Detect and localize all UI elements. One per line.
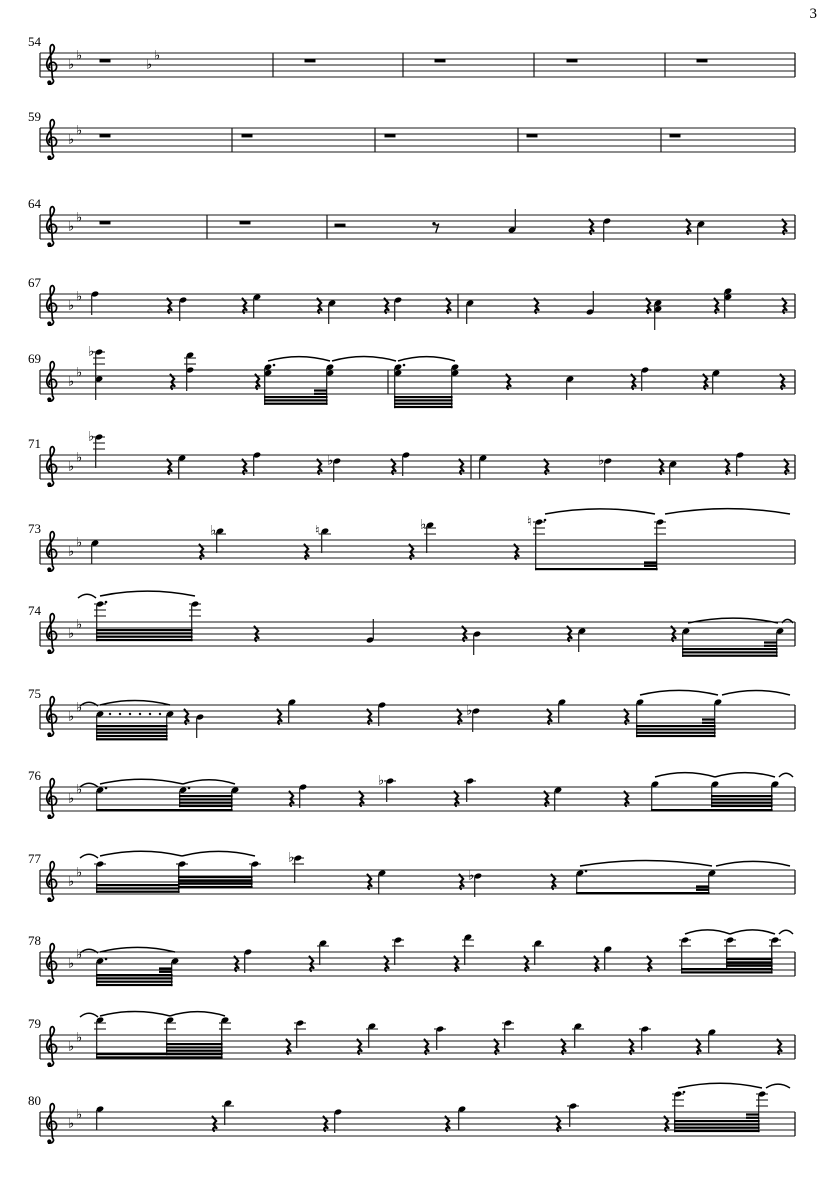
tremolo-beam xyxy=(96,632,193,634)
flat-accidental: ♭ xyxy=(210,523,217,539)
tremolo-beam xyxy=(166,1050,223,1052)
tremolo-beam xyxy=(636,725,716,727)
tremolo-beam xyxy=(264,396,328,398)
augmentation-dot xyxy=(105,601,108,604)
tremolo-beam xyxy=(726,961,773,963)
treble-clef xyxy=(47,567,51,571)
measure-number: 79 xyxy=(28,1016,41,1031)
whole-rest xyxy=(100,221,111,224)
system-m74 xyxy=(28,591,795,657)
system-m59 xyxy=(28,109,795,160)
treble-clef xyxy=(47,1139,51,1143)
augmentation-dot xyxy=(105,958,108,961)
tie xyxy=(182,851,255,856)
tremolo-beam xyxy=(711,795,773,797)
tie xyxy=(170,1012,225,1016)
tremolo-beam xyxy=(711,798,773,800)
tremolo-beam xyxy=(96,639,193,641)
tremolo-beam xyxy=(96,974,173,976)
augmentation-dot xyxy=(683,1091,686,1094)
tremolo-beam xyxy=(96,884,180,886)
tremolo-beam-partial xyxy=(764,645,777,647)
key-signature-flat: ♭ xyxy=(68,956,75,972)
flat-accidental: ♭ xyxy=(288,850,295,866)
tremolo-beam xyxy=(96,1056,223,1058)
tie xyxy=(100,700,170,705)
key-signature-flat: ♭ xyxy=(68,544,75,560)
treble-clef xyxy=(47,362,57,402)
measure-number: 59 xyxy=(28,109,41,124)
treble-clef xyxy=(47,482,51,486)
treble-clef xyxy=(47,897,51,901)
tremolo-beam-partial xyxy=(764,641,777,643)
tremolo-beam xyxy=(178,886,253,888)
tie xyxy=(268,357,330,361)
treble-clef xyxy=(47,697,57,737)
tremolo-dots xyxy=(149,713,151,715)
key-signature-flat: ♭ xyxy=(76,1107,83,1123)
treble-clef xyxy=(47,979,51,983)
measure-number: 80 xyxy=(28,1093,41,1108)
tie xyxy=(716,861,790,866)
tremolo-beam xyxy=(96,636,193,638)
measure-number: 71 xyxy=(28,436,41,451)
augmentation-dot xyxy=(544,519,547,522)
key-signature-flat: ♭ xyxy=(68,626,75,642)
system-m71 xyxy=(28,430,795,487)
whole-rest xyxy=(670,134,681,137)
treble-clef xyxy=(47,447,57,487)
tremolo-beam-partial xyxy=(159,967,172,969)
key-signature-flat: ♭ xyxy=(76,1030,83,1046)
key-signature-flat: ♭ xyxy=(76,617,83,633)
key-signature-flat: ♭ xyxy=(76,123,83,139)
tremolo-beam-partial xyxy=(746,1117,759,1119)
tie xyxy=(183,780,235,784)
key-signature-flat: ♭ xyxy=(68,874,75,890)
tremolo-beam xyxy=(636,735,716,737)
tie xyxy=(80,783,98,787)
eighth-rest xyxy=(434,224,439,233)
key-signature-flat: ♭ xyxy=(76,48,83,64)
tremolo-beam xyxy=(96,738,168,740)
tremolo-beam xyxy=(674,1120,760,1122)
tremolo-beam-partial xyxy=(696,889,709,891)
tie xyxy=(398,357,455,361)
measure-number: 54 xyxy=(28,34,41,49)
system-m67 xyxy=(28,275,795,330)
measure-number: 73 xyxy=(28,521,41,536)
measure-number: 67 xyxy=(28,275,41,290)
tremolo-beam xyxy=(179,802,233,804)
tie xyxy=(580,861,712,866)
tremolo-beam xyxy=(264,403,328,405)
treble-clef xyxy=(47,862,57,902)
tremolo-beam xyxy=(96,977,173,979)
key-signature-flat: ♭ xyxy=(68,298,75,314)
treble-clef xyxy=(47,1027,57,1067)
tie xyxy=(80,854,98,858)
augmentation-dot xyxy=(273,364,276,367)
treble-clef xyxy=(47,242,51,246)
whole-rest xyxy=(240,221,251,224)
treble-clef xyxy=(47,321,51,325)
tremolo-beam-partial xyxy=(644,565,657,567)
tie xyxy=(685,930,730,934)
treble-clef xyxy=(47,397,51,401)
key-signature-flat: ♭ xyxy=(68,459,75,475)
tremolo-beam xyxy=(166,1053,223,1055)
natural-accidental: ♮ xyxy=(527,514,532,530)
tremolo-beam xyxy=(96,629,193,631)
tie xyxy=(545,509,655,514)
key-signature-flat: ♭ xyxy=(68,1039,75,1055)
treble-clef xyxy=(47,80,51,84)
tie xyxy=(655,773,715,777)
tremolo-beam xyxy=(726,965,773,967)
tremolo-beam-partial xyxy=(314,393,327,395)
system-m80 xyxy=(28,1083,795,1143)
key-signature-flat: ♭ xyxy=(68,219,75,235)
measure-number: 75 xyxy=(28,686,41,701)
tremolo-beam xyxy=(394,406,453,408)
tremolo-beam xyxy=(726,968,773,970)
tie xyxy=(100,779,183,784)
key-signature-flat: ♭ xyxy=(68,709,75,725)
key-signature-flat: ♭ xyxy=(76,947,83,963)
tremolo-beam-partial xyxy=(696,885,709,887)
system-m75 xyxy=(28,686,795,741)
tremolo-dots xyxy=(129,713,131,715)
flat-accidental: ♭ xyxy=(420,517,427,533)
tremolo-beam xyxy=(96,984,173,986)
treble-clef xyxy=(47,532,57,572)
tie xyxy=(100,851,182,856)
tremolo-beam xyxy=(96,735,168,737)
tremolo-beam xyxy=(576,892,710,894)
flat-accidental: ♭ xyxy=(598,453,605,469)
half-rest xyxy=(335,224,346,227)
key-signature-flat: ♭ xyxy=(76,700,83,716)
treble-clef xyxy=(47,207,57,247)
system-m79 xyxy=(28,1011,795,1066)
tremolo-beam xyxy=(535,568,658,570)
tie xyxy=(730,930,775,934)
tremolo-dots xyxy=(119,713,121,715)
whole-rest xyxy=(100,134,111,137)
tie xyxy=(100,1011,170,1016)
whole-rest xyxy=(697,59,708,62)
key-signature-flat: ♭ xyxy=(76,365,83,381)
tremolo-beam xyxy=(682,648,778,650)
tremolo-beam xyxy=(96,809,233,811)
flat-accidental: ♭ xyxy=(154,48,161,64)
tremolo-beam xyxy=(394,403,453,405)
system-m64 xyxy=(28,196,795,247)
whole-rest xyxy=(527,134,538,137)
treble-clef xyxy=(47,155,51,159)
system-m76 xyxy=(28,768,795,819)
tremolo-beam xyxy=(674,1127,760,1129)
tremolo-beam xyxy=(674,1130,760,1132)
measure-number: 78 xyxy=(28,933,41,948)
tremolo-beam xyxy=(166,1046,223,1048)
measure-number: 77 xyxy=(28,851,41,866)
key-signature-flat: ♭ xyxy=(68,57,75,73)
flat-accidental: ♭ xyxy=(327,453,334,469)
tremolo-beam xyxy=(179,805,233,807)
whole-rest xyxy=(305,59,316,62)
augmentation-dot xyxy=(585,870,588,873)
tremolo-beam xyxy=(178,883,253,885)
tie xyxy=(332,357,396,361)
tremolo-dots xyxy=(139,713,141,715)
tie xyxy=(80,1013,98,1017)
tie xyxy=(78,594,96,598)
whole-rest xyxy=(385,134,396,137)
tie xyxy=(665,509,790,514)
tie xyxy=(779,773,793,777)
key-signature-flat: ♭ xyxy=(76,782,83,798)
tremolo-dots xyxy=(159,713,161,715)
measure-number: 64 xyxy=(28,196,41,211)
treble-clef xyxy=(47,1104,57,1144)
tremolo-beam xyxy=(96,728,168,730)
natural-accidental: ♮ xyxy=(315,523,320,539)
treble-clef xyxy=(47,732,51,736)
flat-accidental: ♭ xyxy=(146,57,153,73)
whole-rest xyxy=(100,59,111,62)
tremolo-beam xyxy=(394,399,453,401)
key-signature-flat: ♭ xyxy=(68,374,75,390)
flat-accidental: ♭ xyxy=(88,429,95,445)
flat-accidental: ♭ xyxy=(378,773,385,789)
tie xyxy=(722,690,790,695)
tremolo-beam xyxy=(166,1043,223,1045)
system-m69 xyxy=(28,345,795,409)
tie xyxy=(766,1084,790,1088)
tremolo-beam xyxy=(264,399,328,401)
tremolo-beam-partial xyxy=(746,1113,759,1115)
tie xyxy=(779,930,793,934)
key-signature-flat: ♭ xyxy=(68,132,75,148)
tremolo-beam xyxy=(178,876,253,878)
treble-clef xyxy=(47,45,57,85)
tremolo-beam xyxy=(96,887,180,889)
treble-clef xyxy=(47,779,57,819)
treble-clef xyxy=(47,120,57,160)
measure-number: 69 xyxy=(28,351,41,366)
system-m77 xyxy=(28,851,795,902)
page-number: 3 xyxy=(809,6,817,22)
treble-clef xyxy=(47,614,57,654)
tie xyxy=(715,773,775,777)
tremolo-beam-partial xyxy=(314,389,327,391)
measure-number: 74 xyxy=(28,603,41,618)
tie xyxy=(640,690,718,695)
tremolo-beam xyxy=(674,1123,760,1125)
tremolo-beam xyxy=(636,732,716,734)
tremolo-beam xyxy=(682,651,778,653)
tremolo-beam xyxy=(636,728,716,730)
tremolo-beam xyxy=(682,655,778,657)
tie xyxy=(678,1083,762,1088)
key-signature-flat: ♭ xyxy=(76,289,83,305)
flat-accidental: ♭ xyxy=(466,703,473,719)
whole-rest xyxy=(435,59,446,62)
tremolo-beam xyxy=(178,879,253,881)
tremolo-beam-partial xyxy=(702,722,715,724)
tie xyxy=(100,947,175,952)
tremolo-dots xyxy=(109,713,111,715)
tremolo-beam xyxy=(179,795,233,797)
tremolo-beam xyxy=(726,958,773,960)
tremolo-beam xyxy=(711,805,773,807)
treble-clef xyxy=(47,286,57,326)
key-signature-flat: ♭ xyxy=(76,210,83,226)
treble-clef xyxy=(47,814,51,818)
tremolo-beam xyxy=(96,891,180,893)
whole-rest xyxy=(567,59,578,62)
flat-accidental: ♭ xyxy=(468,868,475,884)
key-signature-flat: ♭ xyxy=(76,865,83,881)
key-signature-flat: ♭ xyxy=(76,535,83,551)
augmentation-dot xyxy=(403,364,406,367)
augmentation-dot xyxy=(105,787,108,790)
tremolo-beam xyxy=(394,396,453,398)
system-m73 xyxy=(28,509,795,572)
key-signature-flat: ♭ xyxy=(68,791,75,807)
tremolo-beam xyxy=(96,981,173,983)
key-signature-flat: ♭ xyxy=(68,1116,75,1132)
tremolo-beam xyxy=(179,798,233,800)
system-m78 xyxy=(28,930,795,986)
tremolo-beam xyxy=(651,809,773,811)
tremolo-beam-partial xyxy=(159,971,172,973)
tremolo-beam xyxy=(681,971,773,973)
tremolo-beam-partial xyxy=(644,561,657,563)
treble-clef xyxy=(47,944,57,984)
flat-accidental: ♭ xyxy=(88,344,95,360)
whole-rest xyxy=(242,134,253,137)
system-m54 xyxy=(28,34,795,85)
tremolo-beam-partial xyxy=(702,718,715,720)
tremolo-beam xyxy=(711,802,773,804)
tremolo-beam xyxy=(96,725,168,727)
tie xyxy=(100,591,195,596)
treble-clef xyxy=(47,649,51,653)
tremolo-beam xyxy=(96,732,168,734)
augmentation-dot xyxy=(188,787,191,790)
treble-clef xyxy=(47,1062,51,1066)
measure-number: 76 xyxy=(28,768,41,783)
key-signature-flat: ♭ xyxy=(76,450,83,466)
